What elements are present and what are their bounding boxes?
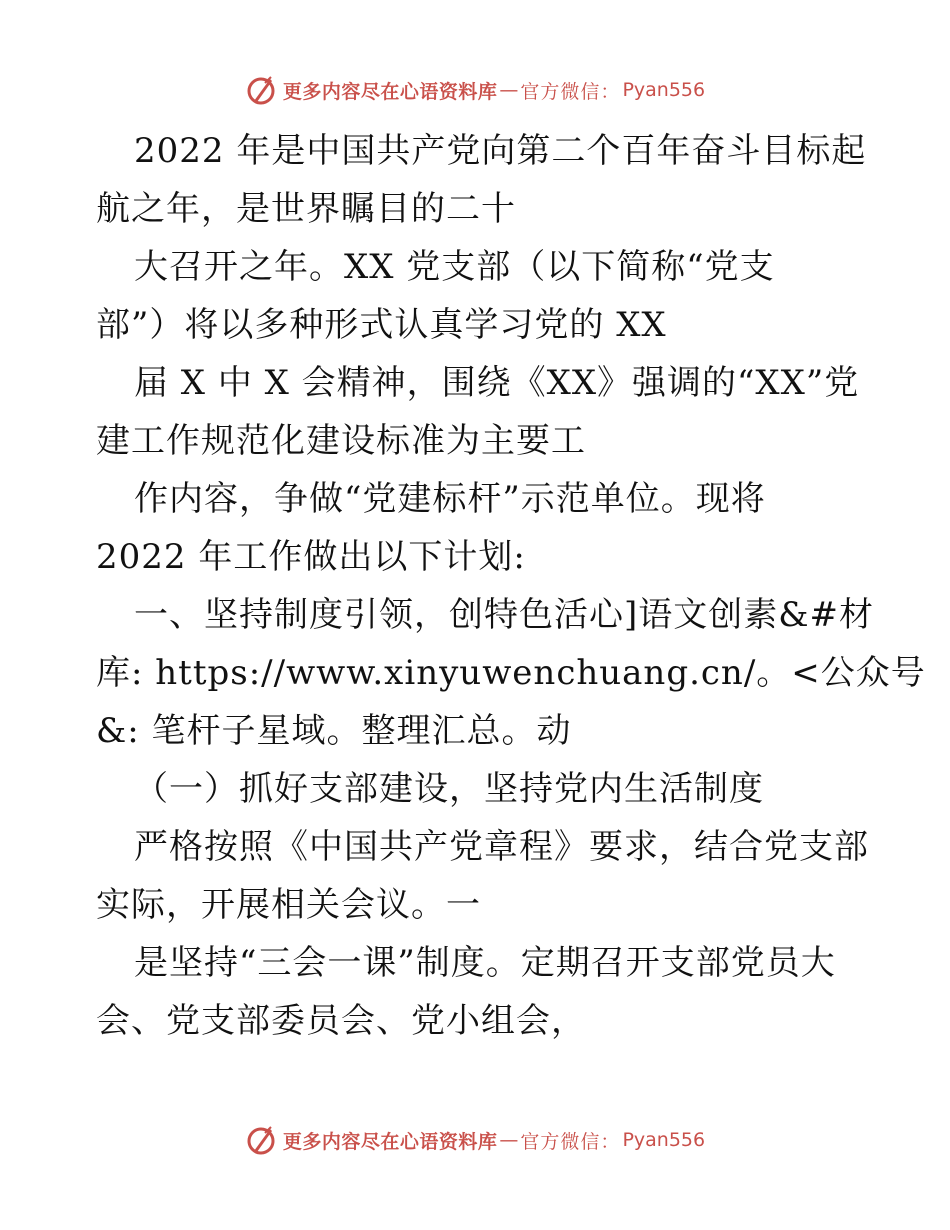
footer-separator: — (499, 1129, 519, 1151)
quill-logo-icon (245, 74, 277, 106)
body-line: 2022 年工作做出以下计划: (96, 537, 526, 577)
header-banner (0, 70, 950, 110)
body-line: 建工作规范化建设标准为主要工 (96, 421, 586, 461)
footer-banner (0, 1120, 950, 1160)
body-line: 严格按照《中国共产党章程》要求，结合党支部 (134, 827, 869, 867)
body-line: 部”）将以多种形式认真学习党的 XX (96, 305, 667, 345)
body-line: 大召开之年。XX 党支部（以下简称“党支 (134, 247, 775, 287)
body-line: &: 笔杆子星域。整理汇总。动 (96, 711, 572, 751)
document-body (96, 122, 926, 1050)
subsection-heading: （一）抓好支部建设，坚持党内生活制度 (134, 769, 764, 809)
header-separator: — (499, 79, 519, 101)
quill-logo-icon (245, 1124, 277, 1156)
header-site-name: 更多内容尽在心语资料库 (282, 80, 498, 103)
body-line: 会、党支部委员会、党小组会， (96, 1001, 586, 1041)
footer-wechat-label: 官方微信： (520, 1130, 621, 1153)
footer-site-name: 更多内容尽在心语资料库 (282, 1130, 498, 1153)
header-wechat-label: 官方微信： (520, 80, 621, 103)
body-line: 届 X 中 X 会精神，围绕《XX》强调的“XX”党 (134, 363, 860, 403)
body-line: 是坚持“三会一课”制度。定期召开支部党员大 (134, 943, 836, 983)
body-line: 航之年，是世界瞩目的二十 (96, 189, 516, 229)
body-line: 实际，开展相关会议。一 (96, 885, 481, 925)
body-line: 2022 年是中国共产党向第二个百年奋斗目标起 (134, 131, 867, 171)
footer-wechat-id: Pyan556 (622, 1129, 706, 1151)
section-heading: 一、坚持制度引领，创特色活心]语文创素&#材 (134, 595, 875, 635)
body-line: 库: https://www.xinyuwenchuang.cn/。<公众号 (96, 653, 926, 693)
header-wechat-id: Pyan556 (622, 79, 706, 101)
body-line: 作内容，争做“党建标杆”示范单位。现将 (134, 479, 766, 519)
